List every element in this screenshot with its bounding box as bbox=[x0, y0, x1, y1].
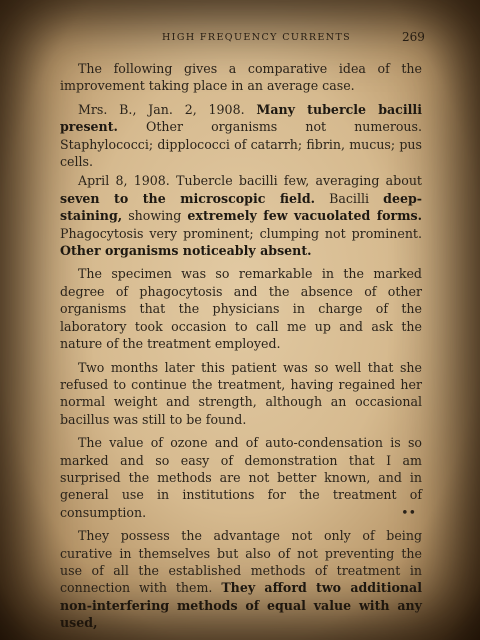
text-segment: The following gives a comparative idea of the improvement taking place in an average case. bbox=[60, 61, 422, 94]
bold-segment: extremely few vacuolated forms. bbox=[187, 208, 422, 224]
paragraph-specimen bbox=[60, 265, 422, 352]
text-segment: Mrs. B., Jan. 2, 1908. bbox=[78, 101, 257, 117]
paragraph-intro bbox=[60, 60, 422, 95]
page-header bbox=[0, 30, 480, 50]
paragraph-two-months bbox=[60, 359, 422, 429]
paragraph-advantage bbox=[60, 527, 422, 631]
text-segment: April 8, 1908. Tubercle bacilli few, averaging about bbox=[78, 173, 422, 189]
paragraph-case-april bbox=[60, 172, 422, 259]
bold-segment: seven to the microscopic field. bbox=[60, 190, 316, 206]
bold-segment: Many tubercle bacilli present. bbox=[60, 101, 422, 135]
text-segment: showing bbox=[122, 208, 188, 224]
page-number: 269 bbox=[402, 30, 425, 44]
bold-segment: They afford two additional non-interfering methods of equal value with any used, bbox=[60, 580, 422, 631]
bold-segment: Other organisms noticeably absent. bbox=[60, 243, 312, 259]
text-segment: Phagocytosis very prominent; clumping not prominent. bbox=[60, 225, 422, 241]
text-segment: Two months later this patient was so well that she refused to continue the treatment, having regained her normal weight and strength, although an occasional bacillus was still to be found. bbox=[60, 359, 422, 427]
text-segment: They possess the advantage not only of being curative in themselves but also of not preventing the use of all the established methods of treatment in connection with them. bbox=[60, 528, 422, 596]
running-head: HIGH FREQUENCY CURRENTS bbox=[162, 32, 352, 43]
text-segment: Other organisms not numerous. Staphylococci; dipplococci of catarrh; fibrin, mucus; pus cells. bbox=[60, 119, 422, 170]
text-segment: Bacilli bbox=[315, 190, 384, 206]
paragraph-ozone bbox=[60, 434, 422, 521]
paragraph-case-jan bbox=[60, 101, 422, 171]
bold-segment: deep-staining, bbox=[60, 190, 423, 224]
dots-mark: •• bbox=[401, 504, 416, 520]
text-segment: The value of ozone and of auto-condensation is so marked and so easy of demonstration that I am surprised the methods are not better known, and in general use in institutions for the treatment of consumption. bbox=[60, 435, 422, 520]
body-text bbox=[60, 60, 422, 638]
text-segment: The specimen was so remarkable in the marked degree of phagocytosis and the absence of other organisms that the physicians in charge of the laboratory took occasion to call me up and ask the nature of the treatment employed. bbox=[60, 266, 422, 352]
